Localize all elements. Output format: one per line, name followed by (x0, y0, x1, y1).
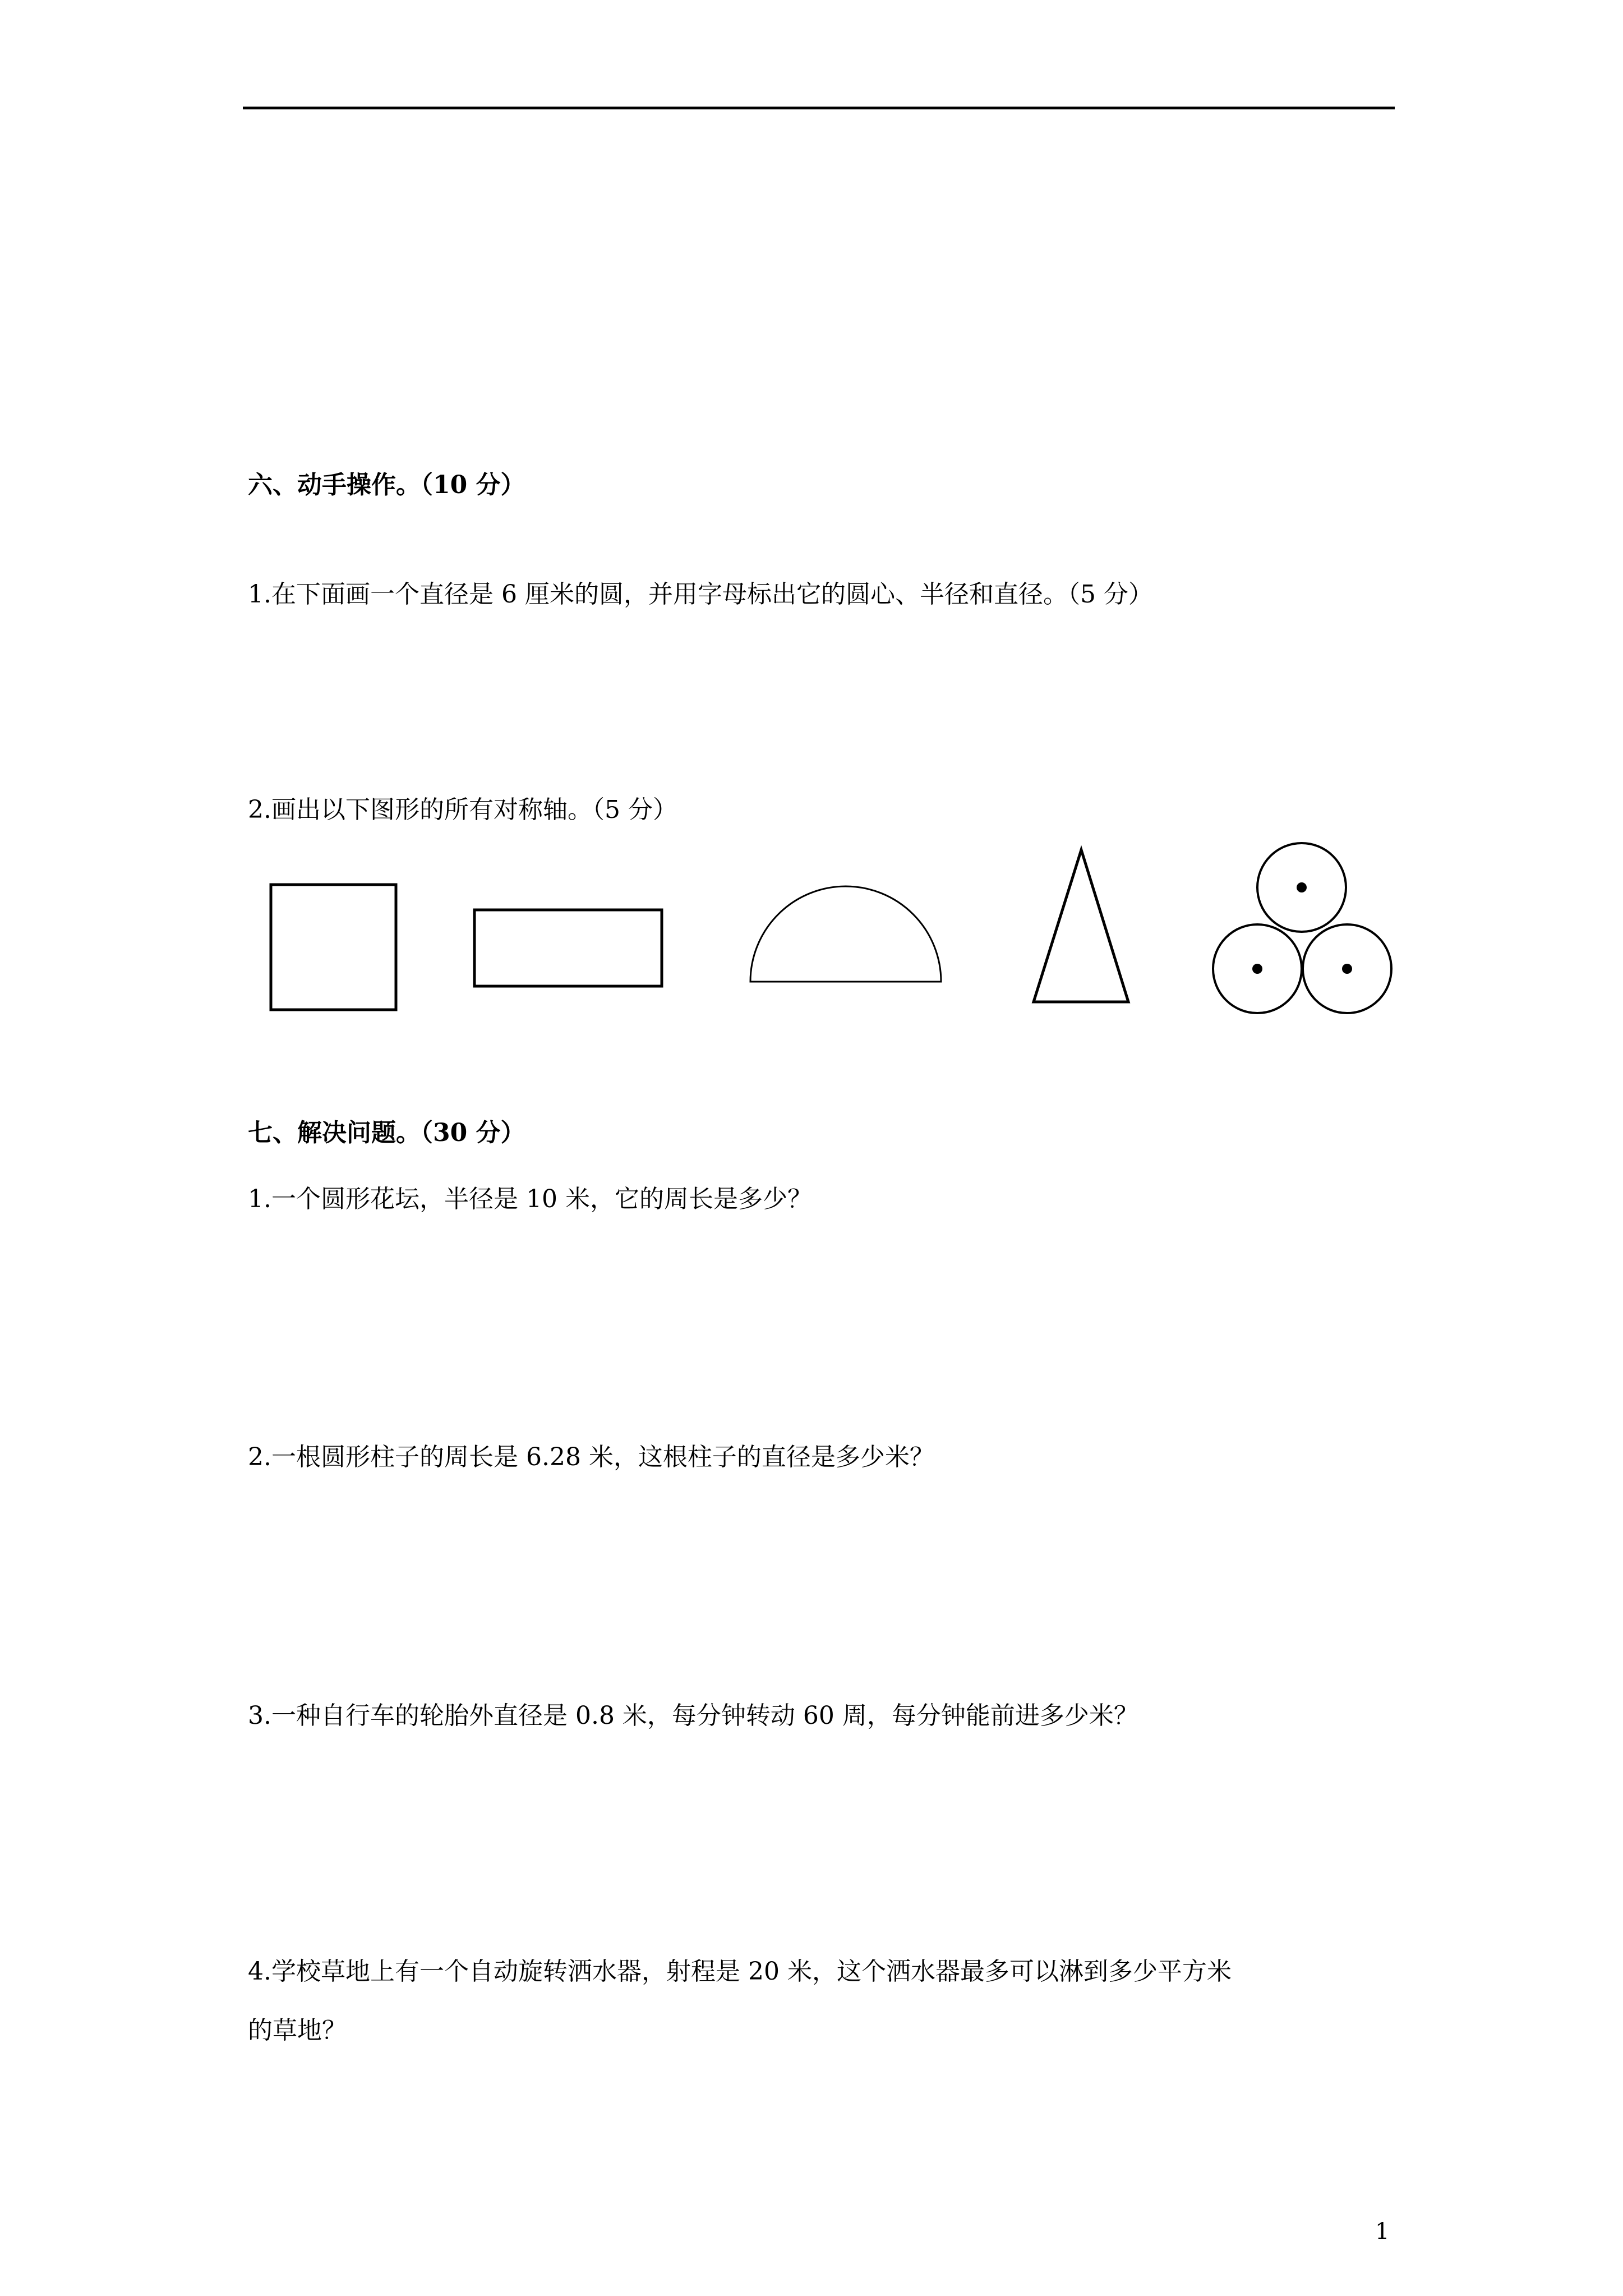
rectangle-figure (474, 910, 662, 986)
section-seven-heading: 七、解决问题。（30 分） (248, 1119, 525, 1147)
three-circles-figure (1213, 843, 1391, 1013)
right-circle-center-dot (1342, 964, 1352, 974)
section-six-heading: 六、动手操作。（10 分） (248, 471, 525, 499)
section-six-question-2: 2.画出以下图形的所有对称轴。（5 分） (248, 795, 677, 824)
section-seven-question-4-line-1: 4.学校草地上有一个自动旋转洒水器，射程是 20 米，这个洒水器最多可以淋到多少平方米 (248, 1957, 1232, 1986)
triangle-figure (1034, 850, 1128, 1002)
section-seven-question-2: 2.一根圆形柱子的周长是 6.28 米，这根柱子的直径是多少米？ (248, 1443, 934, 1471)
left-circle-center-dot (1252, 964, 1262, 974)
top-circle-center-dot (1297, 882, 1307, 892)
section-six-question-1: 1.在下面画一个直径是 6 厘米的圆，并用字母标出它的圆心、半径和直径。（5 分） (248, 580, 1153, 609)
section-seven-question-3: 3.一种自行车的轮胎外直径是 0.8 米，每分钟转动 60 周，每分钟能前进多少米？ (248, 1701, 1138, 1730)
section-seven-question-1: 1.一个圆形花坛，半径是 10 米，它的周长是多少？ (248, 1185, 812, 1213)
section-seven-question-4-line-2: 的草地？ (248, 2016, 347, 2045)
semicircle-figure (750, 886, 941, 982)
square-figure (271, 885, 396, 1010)
page-number: 1 (1375, 2219, 1390, 2244)
